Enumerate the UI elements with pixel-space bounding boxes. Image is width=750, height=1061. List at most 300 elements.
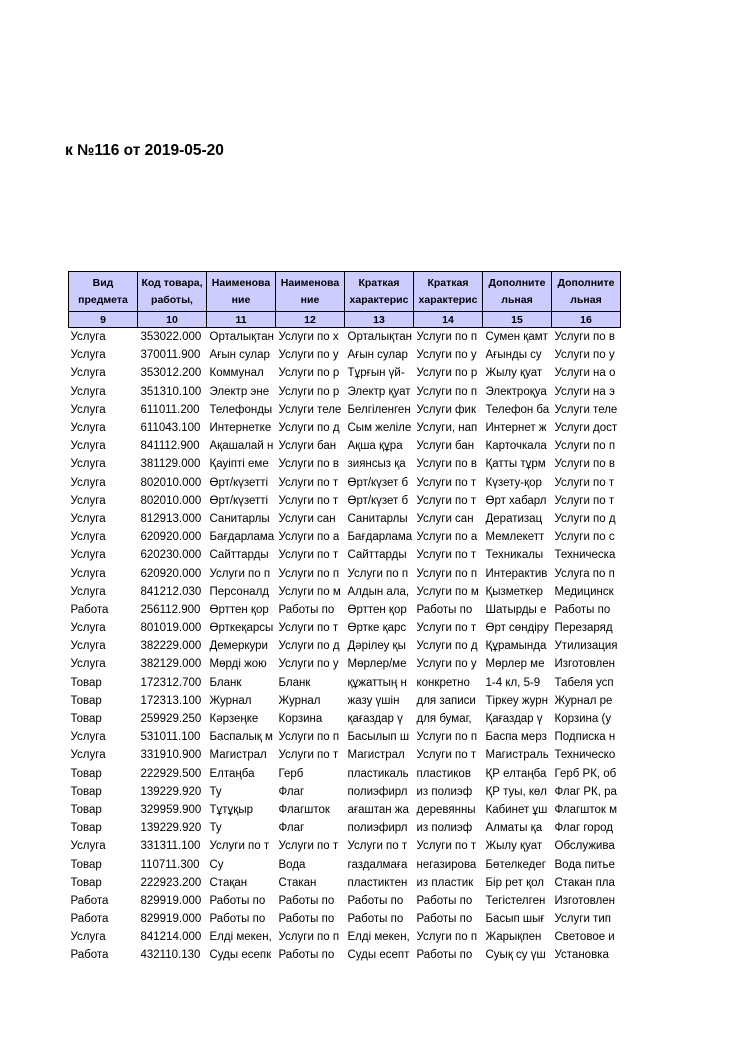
table-cell: Услуги по д <box>416 640 478 653</box>
table-cell: 1-4 кл, 5-9 <box>485 676 541 689</box>
table-cell: Техническо <box>554 749 616 762</box>
table-cell: 841214.000 <box>140 931 202 944</box>
column-header-line: Наименова <box>211 276 271 289</box>
table-cell: Журнал <box>209 694 252 707</box>
table-row <box>69 892 621 910</box>
table-cell: Товар <box>70 713 102 726</box>
table-cell: Электроқуа <box>485 385 547 398</box>
table-cell: Работы по <box>278 949 335 962</box>
table-cell: 531011.100 <box>140 731 201 744</box>
table-cell: Өрт/күзетті <box>209 476 269 489</box>
table-row <box>69 783 621 801</box>
table-cell: Установка <box>554 949 609 962</box>
table-cell: Кәрзеңке <box>209 713 259 726</box>
table-cell: Елтаңба <box>209 767 255 780</box>
table-cell: Услуга <box>70 549 106 562</box>
table-cell: Обслужива <box>554 840 615 853</box>
table-cell: Ағынды су <box>485 349 542 362</box>
table-cell: Услуга <box>70 494 106 507</box>
table-cell: Услуги по х <box>278 331 339 344</box>
table-cell: Өртке қарс <box>347 622 407 635</box>
table-cell: Услуги фик <box>416 403 476 416</box>
table-row <box>69 364 621 382</box>
table-row <box>69 946 621 964</box>
table-cell: Елді мекен, <box>209 931 272 944</box>
table-cell: Жылу қуат <box>485 367 543 380</box>
table-cell: Электр қуат <box>347 385 411 398</box>
column-header <box>138 272 207 312</box>
column-header-line: Краткая <box>427 276 469 289</box>
table-row <box>69 819 621 837</box>
table-row <box>69 383 621 401</box>
column-number: 13 <box>345 312 414 328</box>
table-cell: Өрттен қор <box>209 603 269 616</box>
table-cell: Вода питье <box>554 858 615 871</box>
table-cell: Услуги по т <box>278 749 339 762</box>
table-cell: Работы по <box>278 603 335 616</box>
table-cell: Интернетке <box>209 422 272 435</box>
table-cell: Магистрал <box>209 749 267 762</box>
table-cell: Услуги по а <box>416 531 478 544</box>
table-cell: Услуга <box>70 512 106 525</box>
table-cell: Тегістелген <box>485 894 546 907</box>
table-cell: Услуги по т <box>416 622 477 635</box>
table-cell: Услуги по т <box>554 494 615 507</box>
table-cell: Стакан <box>278 876 317 889</box>
table-cell: Услуга <box>70 440 106 453</box>
table-cell: Услуги по т <box>416 749 477 762</box>
table-cell: Электр эне <box>209 385 270 398</box>
table-cell: Құрамында <box>485 640 547 653</box>
table-cell: Стакан пла <box>554 876 615 889</box>
column-header-line: льная <box>570 293 602 306</box>
table-cell: Товар <box>70 694 102 707</box>
table-cell: Услуга <box>70 567 106 580</box>
table-cell: пластиктен <box>347 876 408 889</box>
table-cell: Услуга <box>70 422 106 435</box>
column-header-line: Краткая <box>358 276 400 289</box>
table-cell: 611011.200 <box>140 403 200 416</box>
table-cell: Тұрғын үй- <box>347 367 405 380</box>
table-cell: Работы по <box>278 894 335 907</box>
table-cell: Дератизац <box>485 512 543 525</box>
document-title: к №116 от 2019-05-20 <box>65 142 224 159</box>
table-cell: Услуги по п <box>554 440 616 453</box>
table-cell: Өрт/күзетті <box>209 494 269 507</box>
table-cell: Телефонды <box>209 403 273 416</box>
table-cell: Жылу қуат <box>485 840 543 853</box>
table-cell: пластикаль <box>347 767 409 780</box>
table-cell: Журнал <box>278 694 321 707</box>
column-number: 9 <box>69 312 138 328</box>
table-cell: 812913.000 <box>140 512 202 525</box>
table-cell: 841112.900 <box>140 440 200 453</box>
table-cell: Өрт хабарл <box>485 494 547 507</box>
table-cell: 353012.200 <box>140 367 202 380</box>
column-header <box>414 272 483 312</box>
table-cell: Өрт сөндіру <box>485 622 549 635</box>
table-cell: Услуги по п <box>278 731 340 744</box>
table-cell: Услуги бан <box>416 440 475 453</box>
table-cell: из полиэф <box>416 822 473 835</box>
table-cell: Персоналд <box>209 585 269 598</box>
column-number: 11 <box>207 312 276 328</box>
table-cell: Қатты тұрм <box>485 458 546 471</box>
table-cell: 222923.200 <box>140 876 202 889</box>
table-cell: Услуги дост <box>554 422 618 435</box>
table-cell: Санитарлы <box>347 512 408 525</box>
table-cell: Работы по <box>209 894 266 907</box>
table-cell: Работы по <box>416 913 473 926</box>
table-cell: Мемлекетт <box>485 531 545 544</box>
table-cell: Суық су үш <box>485 949 546 962</box>
table-cell: Ағын сулар <box>347 349 408 362</box>
column-header <box>276 272 345 312</box>
table-row <box>69 455 621 473</box>
table-cell: Өрт/күзет б <box>347 494 409 507</box>
table-cell: Услуга <box>70 931 106 944</box>
table-cell: Ақша құра <box>347 440 403 453</box>
table-cell: Работа <box>70 949 109 962</box>
table-cell: Работы по <box>209 913 266 926</box>
table-cell: пластиков <box>416 767 471 780</box>
table-cell: Карточкала <box>485 440 547 453</box>
table-cell: Услуги сан <box>416 512 474 525</box>
column-header <box>552 272 621 312</box>
table-cell: Услуга <box>70 367 106 380</box>
table-cell: Елді мекен, <box>347 931 410 944</box>
table-cell: 353022.000 <box>140 331 202 344</box>
table-cell: Услуги по т <box>554 476 615 489</box>
table-cell: Работа <box>70 603 109 616</box>
table-cell: Услуги по п <box>416 731 478 744</box>
table-row <box>69 910 621 928</box>
table-cell: Услуги по п <box>209 567 271 580</box>
table-cell: Услуги по р <box>278 385 340 398</box>
column-header-line: Наименова <box>280 276 340 289</box>
table-cell: 382229.000 <box>140 640 202 653</box>
table-cell: Услуги по с <box>554 531 615 544</box>
table-cell: Қызметкер <box>485 585 543 598</box>
table-cell: Сайттарды <box>347 549 407 562</box>
table-cell: Орталықтан <box>347 331 413 344</box>
table-cell: Белгіленген <box>347 403 411 416</box>
table-cell: Услуги тип <box>554 913 611 926</box>
table-cell: Телефон ба <box>485 403 550 416</box>
table-cell: Интерактив <box>485 567 548 580</box>
table-cell: Услуги по т <box>416 840 477 853</box>
table-cell: Услуга <box>70 331 106 344</box>
table-cell: Интернет ж <box>485 422 547 435</box>
table-cell: Услуги по в <box>416 458 477 471</box>
table-row <box>69 437 621 455</box>
table-cell: Услуги по т <box>278 476 339 489</box>
table-cell: Өрт/күзет б <box>347 476 409 489</box>
table-row <box>69 855 621 873</box>
column-header-line: ние <box>300 293 320 306</box>
table-cell: Работы по <box>416 603 473 616</box>
table-cell: Утилизация <box>554 640 618 653</box>
table-cell: Работы по <box>347 913 404 926</box>
table-cell: Услуги по т <box>278 494 339 507</box>
column-header <box>207 272 276 312</box>
column-header-line: ние <box>231 293 251 306</box>
table-row <box>69 728 621 746</box>
table-cell: Услуги по т <box>347 840 408 853</box>
table-cell: Товар <box>70 876 102 889</box>
table-cell: 172313.100 <box>140 694 202 707</box>
table-cell: Услуги на э <box>554 385 615 398</box>
table-cell: Ағын сулар <box>209 349 270 362</box>
column-header-line: Код товара, <box>141 276 203 289</box>
table-cell: Услуги по у <box>416 349 477 362</box>
table-cell: Услуга <box>70 658 106 671</box>
table-cell: Демеркури <box>209 640 268 653</box>
table-cell: Техникалы <box>485 549 544 562</box>
table-cell: Мөрлер/ме <box>347 658 407 671</box>
table-cell: 110711.300 <box>140 858 200 871</box>
table-cell: Товар <box>70 785 102 798</box>
table-cell: Услуги по т <box>278 840 339 853</box>
table-cell: 432110.130 <box>140 949 201 962</box>
column-number: 14 <box>414 312 483 328</box>
table-cell: Услуги теле <box>278 403 342 416</box>
table-cell: Магистраль <box>485 749 549 762</box>
table-cell: Товар <box>70 803 102 816</box>
table-cell: 841212.030 <box>140 585 202 598</box>
table-row <box>69 710 621 728</box>
table-cell: Қауіпті еме <box>209 458 269 471</box>
table-cell: Жарықпен <box>485 931 542 944</box>
column-header-line: льная <box>501 293 533 306</box>
table-row <box>69 328 621 347</box>
table-row <box>69 874 621 892</box>
table-cell: Услуга <box>70 458 106 471</box>
table-cell: Товар <box>70 676 102 689</box>
table-cell: Товар <box>70 767 102 780</box>
table-row <box>69 419 621 437</box>
table-cell: Корзина <box>278 713 323 726</box>
table-cell: Товар <box>70 858 102 871</box>
table-cell: Работы по <box>278 913 335 926</box>
table-row <box>69 601 621 619</box>
table-cell: Мөрді жою <box>209 658 267 671</box>
table-cell: ағаштан жа <box>347 803 409 816</box>
table-cell: жазу үшін <box>347 694 400 707</box>
table-cell: 620920.000 <box>140 531 202 544</box>
table-cell: Услуги по м <box>278 585 341 598</box>
table-cell: Шатырды е <box>485 603 547 616</box>
column-header-line: работы, <box>151 293 193 306</box>
table-cell: Герб РК, об <box>554 767 617 780</box>
table-cell: 172312.700 <box>140 676 202 689</box>
table-cell: для записи <box>416 694 476 707</box>
table-row <box>69 801 621 819</box>
table-cell: Услуги по п <box>416 331 478 344</box>
table-cell: Услуги по т <box>416 476 477 489</box>
table-cell: Флаг <box>278 785 305 798</box>
column-header-line: предмета <box>78 293 128 306</box>
table-cell: 801019.000 <box>140 622 202 635</box>
table-cell: Услуги сан <box>278 512 336 525</box>
table-cell: Работа <box>70 894 109 907</box>
table-row <box>69 637 621 655</box>
table-cell: Ту <box>209 785 222 798</box>
column-header-line: Дополните <box>557 276 615 289</box>
table-cell: Товар <box>70 822 102 835</box>
table-cell: Услуги по у <box>554 349 615 362</box>
table-cell: Су <box>209 858 224 871</box>
table-cell: полиэфирл <box>347 785 408 798</box>
table-row <box>69 837 621 855</box>
table-cell: Услуга <box>70 476 106 489</box>
table-cell: газдалмаға <box>347 858 408 871</box>
table-cell: 829919.000 <box>140 894 202 907</box>
table-row <box>69 546 621 564</box>
table-cell: Услуги по у <box>416 658 477 671</box>
table-row <box>69 564 621 582</box>
table-cell: Алдын ала, <box>347 585 410 598</box>
table-cell: 802010.000 <box>140 476 202 489</box>
table-cell: 331910.900 <box>140 749 202 762</box>
column-header <box>69 272 138 312</box>
table-cell: Услуги по т <box>416 494 477 507</box>
table-cell: Флаг РК, ра <box>554 785 617 798</box>
table-cell: Услуги по т <box>209 840 270 853</box>
table-row <box>69 346 621 364</box>
table-cell: Баспалық м <box>209 731 273 744</box>
column-header <box>345 272 414 312</box>
table-cell: Услуга <box>70 622 106 635</box>
table-cell: Услуга <box>70 640 106 653</box>
table-cell: Услуги по д <box>278 422 340 435</box>
table-cell: 222929.500 <box>140 767 202 780</box>
table-cell: Услуги по у <box>278 349 339 362</box>
table-cell: 829919.000 <box>140 913 202 926</box>
table-cell: полиэфирл <box>347 822 408 835</box>
table-cell: 381129.000 <box>140 458 201 471</box>
table-cell: Услуги по т <box>278 622 339 635</box>
table-cell: Ақашалай н <box>209 440 274 453</box>
table-cell: Работы по <box>554 603 611 616</box>
table-cell: Өрттен қор <box>347 603 407 616</box>
table-cell: Услуги по т <box>278 549 339 562</box>
table-cell: Табеля усп <box>554 676 614 689</box>
table-cell: Алматы қа <box>485 822 543 835</box>
column-number: 15 <box>483 312 552 328</box>
column-header-line: характерис <box>418 293 478 306</box>
table-cell: Услуга <box>70 731 106 744</box>
table-row <box>69 619 621 637</box>
table-cell: Услуги по п <box>416 931 478 944</box>
table-cell: ҚР туы, көл <box>485 785 548 798</box>
table-cell: Бағдарлама <box>209 531 275 544</box>
table-cell: 620920.000 <box>140 567 202 580</box>
table-cell: Тіркеу журн <box>485 694 549 707</box>
table-cell: Бөтелкедег <box>485 858 546 871</box>
table-cell: Стақан <box>209 876 248 889</box>
table-cell: Услуга <box>70 403 106 416</box>
table-cell: Қағаздар ү <box>485 713 543 726</box>
table-cell: Тұтұқыр <box>209 803 253 816</box>
table-cell: Баспа мерз <box>485 731 547 744</box>
table-cell: 139229.920 <box>140 822 202 835</box>
table-row <box>69 401 621 419</box>
table-cell: 259929.250 <box>140 713 202 726</box>
table-cell: Техническа <box>554 549 616 562</box>
table-cell: Услуги по п <box>347 567 409 580</box>
table-cell: из пластик <box>416 876 474 889</box>
table-cell: Суды есепт <box>347 949 410 962</box>
table-cell: зиянсыз қа <box>347 458 406 471</box>
table-cell: 351310.100 <box>140 385 202 398</box>
table-cell: Бір рет қол <box>485 876 544 889</box>
table-cell: Флаг <box>278 822 305 835</box>
table-cell: ҚР елтаңба <box>485 767 547 780</box>
table-row <box>69 510 621 528</box>
table-cell: Изготовлен <box>554 894 615 907</box>
table-row <box>69 655 621 673</box>
table-cell: Бағдарлама <box>347 531 413 544</box>
column-header-line: Вид <box>92 276 114 289</box>
table-cell: Услуги бан <box>278 440 337 453</box>
table-cell: Услуги по д <box>554 512 616 525</box>
table-row <box>69 765 621 783</box>
table-row <box>69 583 621 601</box>
table-body <box>69 328 621 965</box>
procurement-table <box>68 271 621 965</box>
table-cell: Журнал ре <box>554 694 613 707</box>
table-row <box>69 692 621 710</box>
table-cell: Услуги по р <box>416 367 478 380</box>
table-cell: Перезаряд <box>554 622 613 635</box>
table-cell: Суды есепк <box>209 949 272 962</box>
table-cell: Бланк <box>278 676 311 689</box>
table-cell: Санитарлы <box>209 512 270 525</box>
table-cell: Ту <box>209 822 222 835</box>
table-cell: конкретно <box>416 676 470 689</box>
table-cell: 139229.920 <box>140 785 202 798</box>
table-cell: Услуги, нап <box>416 422 478 435</box>
table-cell: Услуга <box>70 349 106 362</box>
table-cell: Кабинет ұш <box>485 803 548 816</box>
table-cell: Услуги по п <box>278 567 340 580</box>
table-cell: Услуги по р <box>278 367 340 380</box>
table-cell: Медицинск <box>554 585 614 598</box>
table-cell: Услуги по в <box>554 458 615 471</box>
table-row <box>69 492 621 510</box>
table-cell: Услуги по д <box>278 640 340 653</box>
table-cell: 802010.000 <box>140 494 202 507</box>
column-header <box>483 272 552 312</box>
table-cell: Подписка н <box>554 731 616 744</box>
table-cell: 331311.100 <box>140 840 201 853</box>
table-cell: из полиэф <box>416 785 473 798</box>
table-cell: Услуга <box>70 840 106 853</box>
table-cell: Услуги на о <box>554 367 616 380</box>
column-number-row <box>69 312 621 328</box>
table-cell: Флагшток <box>278 803 330 816</box>
table-cell: Сым желіле <box>347 422 412 435</box>
table-cell: Услуги по в <box>554 331 615 344</box>
table-cell: Герб <box>278 767 304 780</box>
column-number: 16 <box>552 312 621 328</box>
table-cell: қағаздар ү <box>347 713 403 726</box>
table-cell: для бумаг, <box>416 713 472 726</box>
table-cell: Услуги по п <box>416 567 478 580</box>
table-cell: Сумен қамт <box>485 331 548 344</box>
table-cell: Услуги теле <box>554 403 618 416</box>
